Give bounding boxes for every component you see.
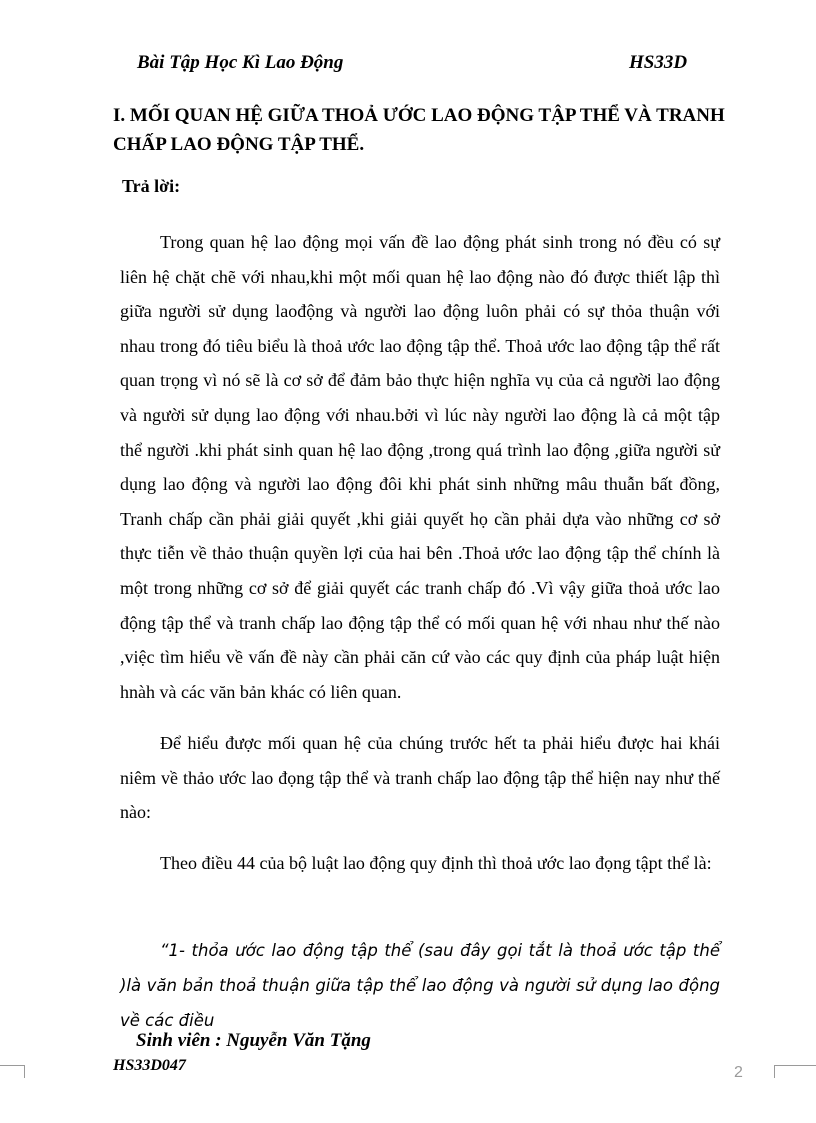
footer-student-name: Sinh viên : Nguyễn Văn Tặng: [136, 1030, 371, 1051]
crop-mark-left-vertical: [24, 1065, 25, 1078]
crop-mark-right: [774, 1065, 816, 1066]
body-paragraph: Trong quan hệ lao động mọi vấn đề lao động phát sinh trong nó đều có sự liên hệ chặt chẽ với nhau,khi một mối quan hệ lao động nào đó được thiết lập thì giữa người sử dụng laođộng và người lao động luôn phải có sự thỏa thuận với nhau trong đó tiêu biểu là thoả ước lao động tập thể. Thoả ước lao động tập thể rất quan trọng vì nó sẽ là cơ sở để đảm bảo thực hiện nghĩa vụ của cả người lao động và người sử dụng lao động với nhau.bởi vì lúc này người lao động là cả một tập thể người .khi phát sinh quan hệ lao động ,trong quá trình lao động ,giữa người sử dụng lao động và người lao động đôi khi phát sinh những mâu thuẫn bất đồng, Tranh chấp cần phải giải quyết ,khi giải quyết họ cần phải dựa vào những cơ sở thực tiễn về thảo thuận quyền lợi của hai bên .Thoả ước lao động tập thể chính là một trong những cơ sở để giải quyết các tranh chấp đó .Vì vậy giữa thoả ước lao động tập thể và tranh chấp lao động tập thể có mối quan hệ với nhau như thế nào ,việc tìm hiểu về vấn đề này cần phải căn cứ vào các quy định của pháp luật hiện hnàh và các văn bản khác có liên quan.: [120, 232, 720, 702]
quoted-article-text: “1- thỏa ước lao động tập thể (sau đây gọi tắt là thoả ước tập thể )là văn bản thoả thuận giữa tập thể lao động và người sử dụng lao động về các điều: [120, 941, 720, 1030]
answer-label: Trả lời:: [122, 176, 181, 196]
footer-student-id: HS33D047: [113, 1057, 186, 1074]
page-number: 2: [734, 1064, 743, 1081]
crop-mark-left: [0, 1065, 24, 1066]
header-course-title: Bài Tập Học Kì Lao Động: [137, 52, 344, 73]
body-paragraph: Theo điều 44 của bộ luật lao động quy định thì thoả ước lao đọng tậpt thể là:: [160, 853, 712, 873]
header-class-code: HS33D: [629, 52, 688, 73]
section-title: I. MỐI QUAN HỆ GIỮA THOẢ ƯỚC LAO ĐỘNG TẬP THỂ VÀ TRANH CHẤP LAO ĐỘNG TẬP THỂ.: [113, 105, 725, 155]
crop-mark-right-vertical: [774, 1065, 775, 1078]
body-paragraph: Để hiểu được mối quan hệ của chúng trước hết ta phải hiểu được hai khái niêm về thảo ước lao đọng tập thể và tranh chấp lao động tập thể hiện nay như thế nào:: [120, 733, 720, 823]
